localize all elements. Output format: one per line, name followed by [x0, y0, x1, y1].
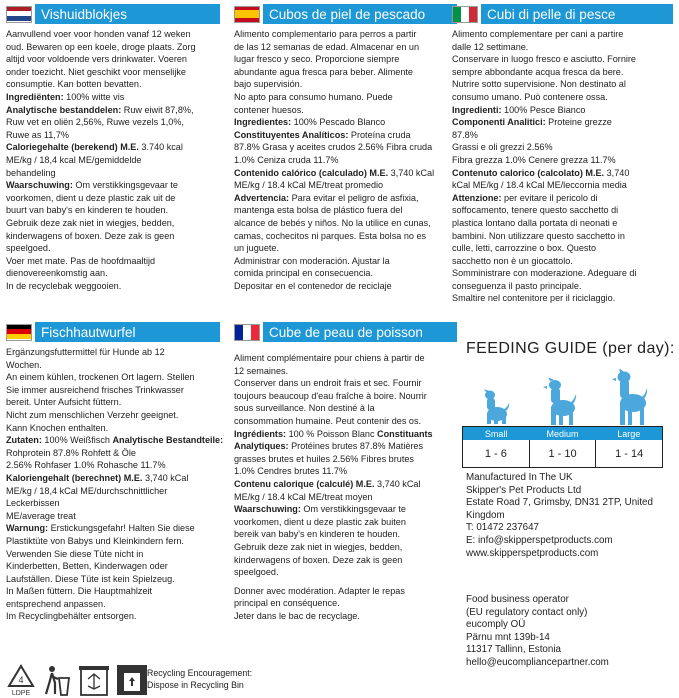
fr-title-bar: [263, 322, 457, 342]
nl-warning: In de recyclebak weggooien.: [6, 280, 122, 291]
de-calorie: ME/average treat: [6, 510, 76, 521]
de-calorie: ME/kg / 18,4 kCal ME/durchschnittlicher: [6, 485, 168, 496]
de-line: Ergänzungsfuttermittel für Hunde ab 12: [6, 347, 165, 357]
nl-ingredients-label: Ingrediënten:: [6, 91, 64, 102]
es-warning: mantenga esta bolsa de plástico fuera del: [234, 205, 403, 216]
ldpe-label: LDPE: [11, 690, 31, 696]
nl-warning: voorkomen, dient u deze plastic zak uit de: [6, 192, 176, 203]
nl-analytic: Ruw vet en oliën 2,56%, Ruwe vezels 1,0%,: [6, 117, 184, 128]
nl-calorie: ME/kg / 18,4 kcal ME/gemiddelde: [6, 154, 142, 165]
it-title: Cubi di pelle di pesce: [487, 6, 616, 22]
fr-warning: bereik van baby's en kinderen te houden.: [234, 529, 401, 540]
recycling-line: Recycling Encouragement:: [147, 668, 253, 678]
nl-analytic-label: Analytische bestanddelen:: [6, 104, 122, 115]
large-dog-icon: [612, 369, 648, 425]
it-header: [452, 4, 673, 24]
de-line: Sie immer ausreichend frisches Trinkwasser: [6, 384, 184, 395]
es-analytic: 87.8% Grasa y aceites crudos 2.56% Fibra cruda: [234, 142, 433, 153]
de-calorie: 3,740 kCal: [142, 472, 189, 483]
it-calorie: kCal ME/kg / 18.4 kCal ME/leccornia media: [452, 180, 627, 191]
operator-line: Food business operator: [466, 594, 569, 605]
fr-warning: kinderwagens of boxen. Deze zak is geen: [234, 554, 403, 565]
es-title-bar: [263, 4, 457, 24]
size-medium: Medium: [546, 428, 579, 439]
es-analytic: 1.0% Ceniza cruda 11.7%: [234, 154, 339, 165]
es-body: [234, 28, 459, 292]
nl-warning: Voer met mate. Pas de hoofdmaaltijd: [6, 255, 156, 266]
es-warning: comida principal en consecuencia.: [234, 268, 374, 279]
nl-title: Vishuidblokjes: [41, 6, 128, 22]
spain-flag-icon: [234, 6, 260, 23]
nl-line: oud. Bewaren op een koele, droge plaats. Zorg: [6, 41, 196, 52]
it-warning: soffocamento, tenere questo sacchetto di: [452, 205, 619, 216]
nl-warning: Gebruik deze zak niet in wiegjes, bedden,: [6, 217, 175, 228]
operator-line: (EU regulatory contact only): [466, 606, 588, 618]
fr-line: toujours beaucoup d'eau fraîche à boire. Nourrir: [234, 390, 427, 401]
it-analytic: Grassi e oli grezzi 2.56%: [452, 142, 553, 153]
it-warning-label: Attenzione:: [452, 192, 502, 203]
es-warning: alcance de bebés y niños. No la utilice en cunas,: [234, 217, 431, 228]
manufacturer-website: www.skipperspetproducts.com: [466, 547, 599, 559]
es-warning-label: Advertencia:: [234, 192, 290, 203]
nl-header: [6, 4, 220, 24]
de-warning: Verwenden Sie diese Tüte nicht in: [6, 548, 144, 559]
feeding-size-row: [463, 427, 662, 440]
nl-ingredients: 100% witte vis: [63, 91, 125, 102]
it-warning: plastica lontano dalla portata di neonati e: [452, 217, 618, 228]
fr-body: [234, 352, 459, 622]
fr-line: Aliment complémentaire pour chiens à partir de: [234, 353, 425, 363]
it-analytic-label: Componenti Analitici:: [452, 117, 546, 128]
es-title: Cubos de piel de pescado: [269, 6, 426, 22]
nl-warning: buurt van baby's en kinderen te houden.: [6, 205, 169, 216]
fr-header: [234, 322, 457, 342]
de-warning: Erstickungsgefahr! Halten Sie diese: [48, 523, 195, 534]
it-line: consumo umano. Può contenere ossa.: [452, 91, 608, 102]
de-line: Nicht zum menschlichen Verzehr geeignet.: [6, 409, 179, 420]
size-large: Large: [617, 428, 641, 439]
es-calorie: 3,740 kCal: [388, 167, 435, 178]
nl-calorie-label: Caloriegehalte (berekend) M.E.: [6, 142, 139, 153]
it-warning: conseguenza il pasto principale.: [452, 280, 582, 291]
nl-line: Aanvullend voer voor honden vanaf 12 weken: [6, 29, 191, 39]
es-warning: Depositar en el contenedor de reciclaje: [234, 280, 392, 291]
operator-block: [466, 594, 676, 670]
manufacturer-line: Manufactured In The UK: [466, 472, 573, 483]
fr-analytic: 1.0% Cendres brutes 11.7%: [234, 466, 348, 477]
de-ingredients: 100% Weißfisch: [41, 435, 113, 446]
fr-calorie-label: Contenu calorique (calculé) M.E.: [234, 478, 375, 489]
es-line: contener huesos.: [234, 104, 304, 115]
size-small: Small: [484, 428, 508, 439]
de-warning: Kinderbetten, Betten, Kinderwagen oder: [6, 561, 168, 572]
feeding-guide-table: [462, 426, 663, 468]
recycling-box-icon: [116, 664, 148, 696]
nl-warning: Om verstikkingsgevaar te: [72, 180, 178, 191]
ldpe-number: 4: [18, 675, 24, 685]
de-line: An einem kühlen, trockenen Ort lagern. Stellen: [6, 372, 195, 383]
it-warning: Somministrare con moderazione. Adeguare di: [452, 268, 637, 279]
nl-line: onder toezicht. Niet geschikt voor menselijke: [6, 66, 186, 77]
de-analytic: 2.56% Rohfaser 1.0% Rohasche 11.7%: [6, 460, 166, 471]
es-warning: camas, cochecitos ni parques. Esta bolsa no es: [234, 230, 427, 241]
fr-warning: Jeter dans le bac de recyclage.: [234, 610, 360, 621]
es-header: [234, 4, 457, 24]
de-ingredients-label: Zutaten:: [6, 435, 42, 446]
netherlands-flag-icon: [6, 6, 32, 23]
es-calorie-label: Contenido calórico (calculado) M.E.: [234, 167, 389, 178]
amount-large: 1 - 14: [595, 440, 662, 467]
es-line: Alimento complementario para perros a partir: [234, 29, 417, 39]
it-line: Conservare in luogo fresco e asciutto. Fornire: [452, 54, 636, 65]
it-warning: bambini. Non utilizzare questo sacchetto in: [452, 230, 625, 241]
it-title-bar: [481, 4, 673, 24]
it-ingredients: 100% Pesce Bianco: [501, 104, 586, 115]
nl-warning: kinderwagens of boxen. Deze zak is geen: [6, 230, 175, 241]
fr-warning: Om verstikkingsgevaar te: [300, 504, 406, 515]
fr-line: 12 semaines.: [234, 365, 289, 376]
fr-warning: principal en conséquence.: [234, 598, 340, 609]
it-line: dalle 12 settimane.: [452, 41, 529, 52]
it-warning: Smaltire nel contenitore per il riciclaggio.: [452, 293, 616, 304]
it-warning: culle, letti, carrozzine o box. Questo: [452, 243, 597, 254]
germany-flag-icon: [6, 324, 32, 341]
fr-warning: Donner avec modération. Adapter le repas: [234, 585, 405, 596]
fr-calorie: ME/kg / 18.4 kCal ME/treat moyen: [234, 491, 373, 502]
it-line: Alimento complementare per cani a partire: [452, 29, 624, 39]
es-warning: Para evitar el peligro de asfixia,: [289, 192, 419, 203]
fr-calorie: 3,740 kCal: [374, 478, 421, 489]
de-line: bereit. Unter Aufsicht füttern.: [6, 397, 122, 408]
it-warning: sacchetto non è un giocattolo.: [452, 255, 573, 266]
de-line: Wochen.: [6, 359, 42, 370]
italy-flag-icon: [452, 6, 478, 23]
nl-analytic: Ruwe as 11,7%: [6, 129, 70, 140]
it-analytic: 87.8%: [452, 129, 478, 140]
de-warning: Plastiktüte von Babys und Kleinkindern fern.: [6, 535, 184, 546]
operator-address: 11317 Tallinn, Estonia: [466, 644, 561, 656]
es-line: de las 12 semanas de edad. Almacenar en un: [234, 41, 420, 52]
fr-analytic-label-inline: Constituants: [377, 428, 433, 439]
nl-analytic: Ruw eiwit 87,8%,: [121, 104, 194, 115]
feeding-guide-title: FEEDING GUIDE (per day):: [466, 340, 675, 357]
de-warning: In Maßen füttern. Die Hauptmahlzeit: [6, 586, 153, 597]
it-ingredients-label: Ingredienti:: [452, 104, 502, 115]
amount-medium: 1 - 10: [529, 440, 596, 467]
fr-line: sous surveillance. Non destiné à la: [234, 403, 375, 414]
es-line: lugar fresco y seco. Proporcione siempre: [234, 54, 400, 65]
nl-warning: speelgoed.: [6, 243, 51, 254]
fr-line: Conserver dans un endroit frais et sec. Fournir: [234, 378, 422, 389]
de-warning: entsprechend anpassen.: [6, 598, 106, 609]
fr-ingredients-label: Ingrédients:: [234, 428, 287, 439]
es-line: abundante agua fresca para beber. Alimente: [234, 66, 413, 77]
de-warning-label: Warnung:: [6, 523, 49, 534]
nl-calorie: behandeling: [6, 167, 56, 178]
de-title: Fischhautwurfel: [41, 324, 136, 340]
operator-name: eucomply OÜ: [466, 619, 526, 631]
fr-warning: voorkomen, dient u deze plastic zak buiten: [234, 516, 406, 527]
es-line: No apto para consumo humano. Puede: [234, 91, 393, 102]
operator-address: Pärnu mnt 139b-14: [466, 631, 550, 643]
recycling-icons: [6, 664, 148, 696]
manufacturer-phone: T: 01472 237647: [466, 522, 539, 534]
fr-ingredients: 100 % Poisson Blanc: [286, 428, 378, 439]
de-warning: Im Recyclingbehälter entsorgen.: [6, 611, 137, 622]
small-dog-icon: [480, 389, 510, 425]
amount-small: 1 - 6: [484, 447, 507, 460]
fr-warning: speelgoed.: [234, 567, 279, 578]
manufacturer-block: [466, 472, 676, 560]
fr-warning-label: Waarschuwing:: [234, 504, 301, 515]
manufacturer-address: Estate Road 7, Grimsby, DN31 2TP, United: [466, 497, 653, 509]
de-analytic-label: Analytische Bestandteile:: [112, 435, 224, 446]
medium-dog-icon: [543, 378, 577, 425]
fr-analytic: grasses brutes et huiles 2.56% Fibres brutes: [234, 453, 414, 464]
france-flag-icon: [234, 324, 260, 341]
ldpe-recycle-icon: [6, 664, 36, 696]
recycling-line: Dispose in Recycling Bin: [147, 679, 244, 690]
fr-warning: Gebruik deze zak niet in wiegjes, bedden,: [234, 541, 403, 552]
nl-calorie: 3.740 kcal: [138, 142, 183, 153]
operator-email: hello@eucompliancepartner.com: [466, 656, 609, 668]
es-analytic: Proteína cruda: [348, 129, 411, 140]
de-calorie-label: Kaloriengehalt (berechnet) M.E.: [6, 472, 143, 483]
manufacturer-address: Kingdom: [466, 509, 505, 521]
fr-line: consommation humaine. Peut contenir des os.: [234, 415, 422, 426]
de-analytic: Rohprotein 87.8% Rohfett & Öle: [6, 447, 136, 458]
recycling-bin-icon: [78, 664, 110, 696]
tidyman-icon: [42, 664, 72, 696]
de-warning: Laufställen. Diese Tüte ist kein Spielzeug.: [6, 573, 175, 584]
es-analytic-label: Constituyentes Analíticos:: [234, 129, 349, 140]
it-warning: per evitare il pericolo di: [501, 192, 598, 203]
fr-analytic-label: Analytiques:: [234, 441, 289, 452]
nl-title-bar: [35, 4, 220, 24]
it-line: Nutrire sotto supervisione. Non destinato al: [452, 79, 626, 90]
de-calorie: Leckerbissen: [6, 498, 60, 509]
it-line: sempre abbondante acqua fresca da bere.: [452, 66, 624, 77]
it-calorie-label: Contenuto calorico (calcolato) M.E.: [452, 167, 605, 178]
de-line: Kann Knochen enthalten.: [6, 422, 109, 433]
it-analytic: Fibra grezza 1.0% Cenere grezza 11.7%: [452, 154, 616, 165]
nl-warning: dienovereenkomstig aan.: [6, 268, 108, 279]
nl-line: consumptie. Kan botten bevatten.: [6, 79, 142, 90]
fr-analytic: Protéines brutes 87.8% Matières: [288, 441, 424, 452]
it-body: [452, 28, 677, 305]
nl-warning-label: Waarschuwing:: [6, 180, 73, 191]
de-header: [6, 322, 220, 342]
recycling-message: [147, 668, 252, 691]
nl-body: [6, 28, 224, 292]
it-calorie: 3,740: [604, 167, 630, 178]
nl-line: altijd voor voldoende vers drinkwater. Voeren: [6, 54, 187, 65]
manufacturer-name: Skipper's Pet Products Ltd: [466, 484, 582, 496]
es-line: bajo supervisión.: [234, 79, 303, 90]
es-warning: un juguete.: [234, 243, 280, 254]
fr-title: Cube de peau de poisson: [269, 324, 423, 340]
es-ingredients-label: Ingredientes:: [234, 117, 292, 128]
de-title-bar: [35, 322, 220, 342]
de-body: [6, 346, 226, 623]
es-warning: Administrar con moderación. Ajustar la: [234, 255, 390, 266]
feeding-amount-row: [463, 440, 662, 467]
es-ingredients: 100% Pescado Blanco: [291, 117, 386, 128]
manufacturer-email: E: info@skipperspetproducts.com: [466, 534, 613, 546]
it-analytic: Proteine grezze: [545, 117, 612, 128]
es-calorie: ME/kg / 18.4 kCal ME/treat promedio: [234, 180, 384, 191]
